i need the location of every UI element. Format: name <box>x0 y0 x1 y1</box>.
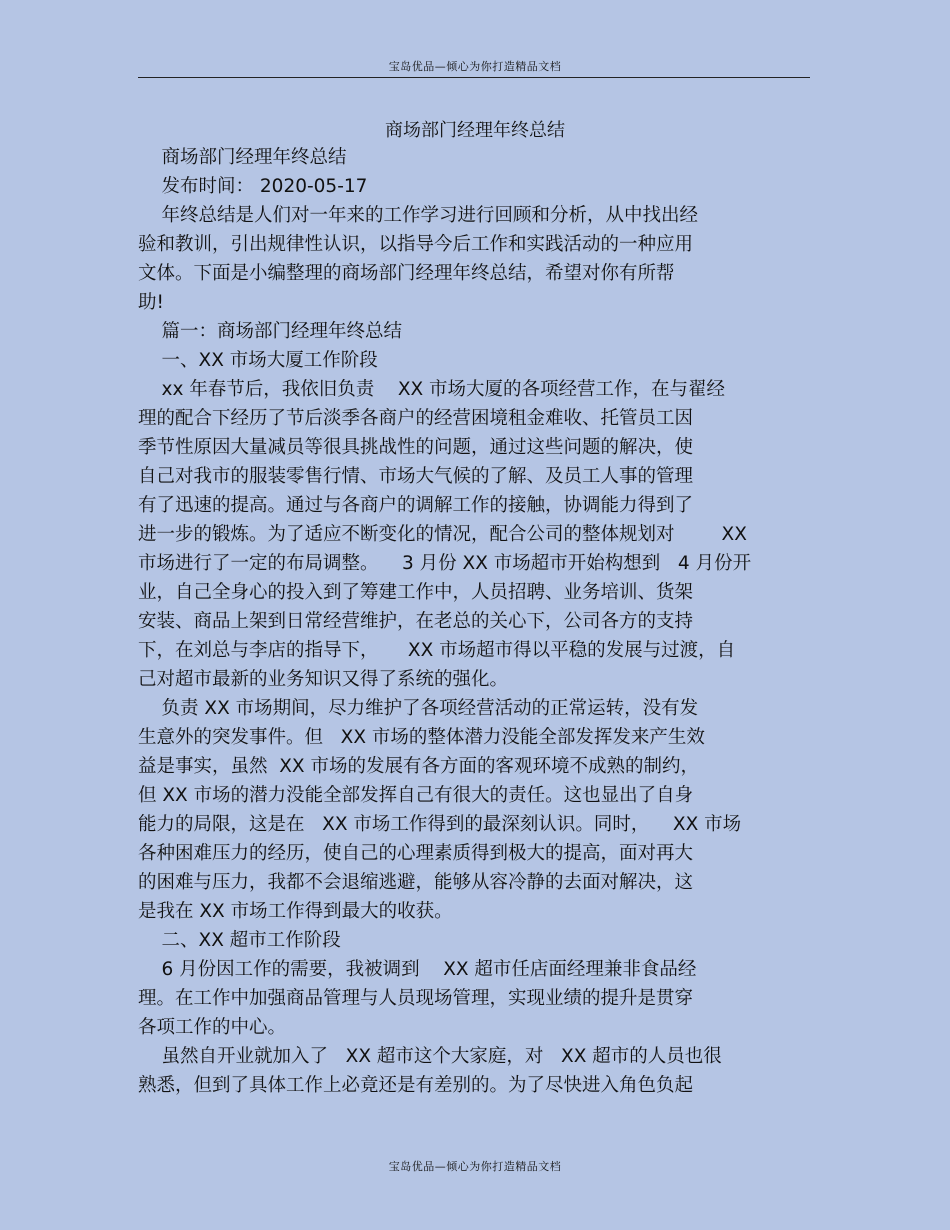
text-line: 各种困难压力的经历，使自己的心理素质得到极大的提高，面对再大 <box>138 843 694 864</box>
text-line: 己对超市最新的业务知识又得了系统的强化。 <box>138 669 509 690</box>
text-line: 负责 XX 市场期间，尽力维护了各项经营活动的正常运转，没有发 <box>138 698 699 719</box>
text-line: 年终总结是人们对一年来的工作学习进行回顾和分析，从中找出经 <box>138 205 699 226</box>
text-line: 益是事实，虽然 XX 市场的发展有各方面的客观环境不成熟的制约， <box>138 756 699 777</box>
page-header: 宝岛优品—倾心为你打造精品文档 <box>388 60 562 73</box>
text-line: 市场进行了一定的布局调整。 3 月份 XX 市场超市开始构想到 4 月份开 <box>138 553 752 574</box>
page-footer: 宝岛优品—倾心为你打造精品文档 <box>388 1160 562 1173</box>
text-line: 文体。下面是小编整理的商场部门经理年终总结，希望对你有所帮 <box>138 263 675 284</box>
text-line: 商场部门经理年终总结 <box>138 147 347 168</box>
text-line: 一、XX 市场大厦工作阶段 <box>138 350 378 371</box>
text-line: 验和教训，引出规律性认识，以指导今后工作和实践活动的一种应用 <box>138 234 694 255</box>
text-line: 6 月份因工作的需要，我被调到 XX 超市任店面经理兼非食品经 <box>138 959 697 980</box>
text-line: 能力的局限，这是在 XX 市场工作得到的最深刻认识。同时， XX 市场 <box>138 814 742 835</box>
text-line: 进一步的锻炼。为了适应不断变化的情况，配合公司的整体规划对 XX <box>138 524 747 545</box>
text-line: 安装、商品上架到日常经营维护，在老总的关心下，公司各方的支持 <box>138 611 694 632</box>
text-line: 有了迅速的提高。通过与各商户的调解工作的接触，协调能力得到了 <box>138 495 694 516</box>
text-line: 下，在刘总与李店的指导下， XX 市场超市得以平稳的发展与过渡，自 <box>138 640 736 661</box>
text-line: 季节性原因大量减员等很具挑战性的问题，通过这些问题的解决，使 <box>138 437 694 458</box>
text-line: xx 年春节后，我依旧负责 XX 市场大厦的各项经营工作，在与翟经 <box>138 379 726 400</box>
document-body <box>138 143 810 1100</box>
text-line: 虽然自开业就加入了 XX 超市这个大家庭，对 XX 超市的人员也很 <box>138 1046 722 1067</box>
text-line: 是我在 XX 市场工作得到最大的收获。 <box>138 901 453 922</box>
text-line: 助! <box>138 292 164 313</box>
text-line: 但 XX 市场的潜力没能全部发挥自己有很大的责任。这也显出了自身 <box>138 785 694 806</box>
text-line: 发布时间： 2020-05-17 <box>138 176 368 197</box>
text-line: 生意外的突发事件。但 XX 市场的整体潜力没能全部发挥发来产生效 <box>138 727 705 748</box>
text-line: 理的配合下经历了节后淡季各商户的经营困境租金难收、托管员工因 <box>138 408 694 429</box>
text-line: 的困难与压力，我都不会退缩逃避，能够从容冷静的去面对解决，这 <box>138 872 694 893</box>
text-line: 自己对我市的服装零售行情、市场大气候的了解、及员工人事的管理 <box>138 466 694 487</box>
text-line: 各项工作的中心。 <box>138 1017 287 1038</box>
text-line: 篇一：商场部门经理年终总结 <box>138 321 403 342</box>
header-divider <box>138 77 810 78</box>
text-line: 业，自己全身心的投入到了筹建工作中，人员招聘、业务培训、货架 <box>138 582 694 603</box>
text-line: 二、XX 超市工作阶段 <box>138 930 341 951</box>
text-line: 理。在工作中加强商品管理与人员现场管理，实现业绩的提升是贯穿 <box>138 988 694 1009</box>
document-title: 商场部门经理年终总结 <box>385 120 565 141</box>
text-line: 熟悉，但到了具体工作上必竟还是有差别的。为了尽快进入角色负起 <box>138 1075 694 1096</box>
